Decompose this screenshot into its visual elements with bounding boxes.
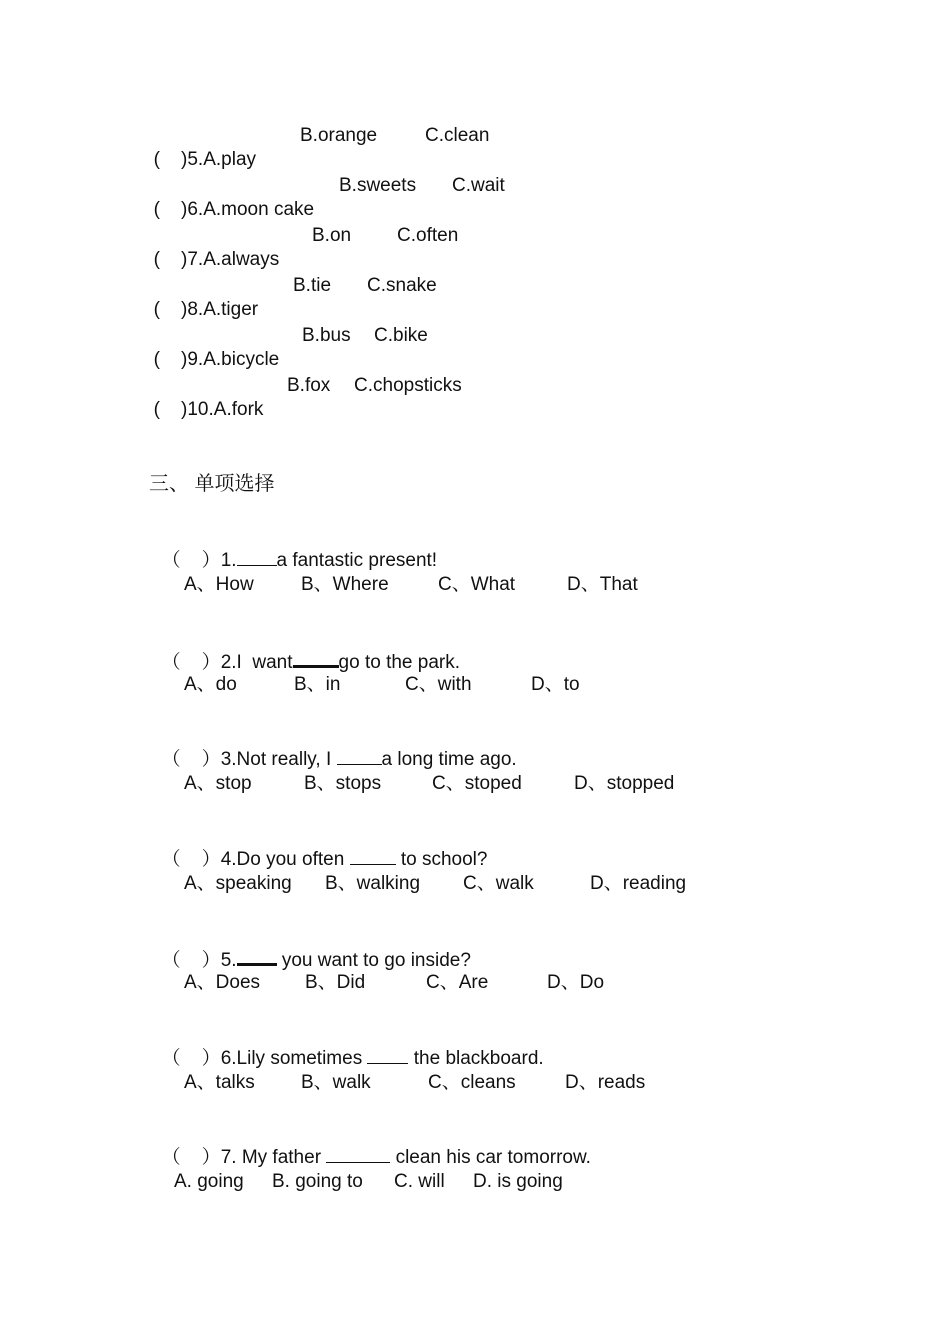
question-number: 1. [220,550,237,571]
option-b: B、walk [301,1072,371,1093]
option-c: C.chopsticks [354,375,462,396]
option-a: A.bicycle [203,349,280,370]
option-b: B、stops [304,773,382,794]
option-b: B、Did [305,972,366,993]
part2-item [143,174,314,222]
part2-item [143,124,256,172]
question-text-pre: I want [236,652,293,673]
item-number: 6. [187,199,204,220]
option-d: D、Do [547,972,605,993]
question-text-pre: My father [236,1147,327,1168]
question-6 [151,1021,544,1071]
item-number: 9. [187,349,204,370]
question-number: 7. [220,1147,237,1168]
answer-paren[interactable]: （ ） [161,652,221,673]
option-d: D、stopped [574,773,675,794]
answer-paren[interactable]: ( ) [153,249,188,270]
option-b: B. going to [272,1171,363,1192]
question-number: 5. [220,950,237,971]
option-c: C、Are [426,972,489,993]
option-a: A、do [184,674,237,695]
question-text-pre: Not really, I [236,749,337,770]
question-3 [151,722,517,772]
option-b: B.fox [287,375,331,396]
option-b: B、in [294,674,341,695]
option-b: B.orange [300,125,378,146]
answer-paren[interactable]: ( ) [153,299,188,320]
answer-paren[interactable]: （ ） [161,950,221,971]
option-c: C.clean [425,125,490,146]
option-a: A.tiger [203,299,259,320]
option-c: C.often [397,225,459,246]
item-number: 7. [187,249,204,270]
question-number: 6. [220,1048,237,1069]
answer-paren[interactable]: （ ） [161,849,221,870]
question-5 [151,921,471,973]
question-text: a fantastic present! [276,550,438,571]
option-a: A、Does [184,972,261,993]
answer-blank[interactable] [326,1144,390,1163]
option-a: A、talks [184,1072,255,1093]
option-c: C、stoped [432,773,522,794]
option-b: B、Where [301,574,389,595]
option-a: A.always [203,249,280,270]
question-4 [151,822,487,872]
option-a: A、stop [184,773,252,794]
question-number: 2. [220,652,237,673]
part2-item [143,374,263,422]
option-d: D、reading [590,873,687,894]
answer-paren[interactable]: ( ) [153,199,188,220]
section-title: 三、 单项选择 [149,473,275,495]
option-d: D、reads [565,1072,646,1093]
option-c: C、walk [463,873,534,894]
answer-blank[interactable] [367,1045,408,1064]
question-text: the blackboard. [408,1048,544,1069]
item-number: 8. [187,299,204,320]
answer-paren[interactable]: （ ） [161,1147,221,1168]
option-c: C.bike [374,325,428,346]
option-d: D、to [531,674,580,695]
part2-item [143,324,279,372]
question-text-pre: Lily sometimes [236,1048,368,1069]
option-c: C.snake [367,275,437,296]
question-number: 3. [220,749,237,770]
question-number: 4. [220,849,237,870]
question-1 [151,523,437,573]
option-a: A. going [174,1171,244,1192]
question-text-pre: Do you often [236,849,350,870]
answer-paren[interactable]: （ ） [161,749,221,770]
answer-paren[interactable]: ( ) [153,149,188,170]
option-b: B.bus [302,325,351,346]
part2-item [143,224,279,272]
option-d: D、That [567,574,638,595]
option-a: A、speaking [184,873,292,894]
option-c: C. will [394,1171,445,1192]
option-c: C、What [438,574,516,595]
answer-blank[interactable] [337,746,382,765]
option-a: A.moon cake [203,199,315,220]
part2-item [143,274,258,322]
question-7 [151,1120,591,1170]
option-a: A、How [184,574,254,595]
question-text: a long time ago. [381,749,517,770]
option-d: D. is going [473,1171,563,1192]
answer-blank[interactable] [293,647,339,668]
answer-paren[interactable]: （ ） [161,550,221,571]
item-number: 5. [187,149,204,170]
option-b: B.sweets [339,175,417,196]
option-b: B.tie [293,275,332,296]
answer-paren[interactable]: ( ) [153,349,188,370]
option-c: C.wait [452,175,505,196]
answer-paren[interactable]: ( ) [153,399,188,420]
answer-blank[interactable] [350,846,396,865]
option-a: A.play [203,149,257,170]
question-text: go to the park. [338,652,460,673]
item-number: 10. [187,399,214,420]
option-b: B、walking [325,873,421,894]
answer-blank[interactable] [237,945,277,966]
option-c: C、cleans [428,1072,516,1093]
option-c: C、with [405,674,472,695]
question-text: you want to go inside? [276,950,471,971]
answer-blank[interactable] [237,547,277,566]
option-a: A.fork [213,399,264,420]
question-2 [151,623,460,675]
question-text: to school? [395,849,488,870]
question-text: clean his car tomorrow. [390,1147,591,1168]
answer-paren[interactable]: （ ） [161,1048,221,1069]
option-b: B.on [312,225,352,246]
